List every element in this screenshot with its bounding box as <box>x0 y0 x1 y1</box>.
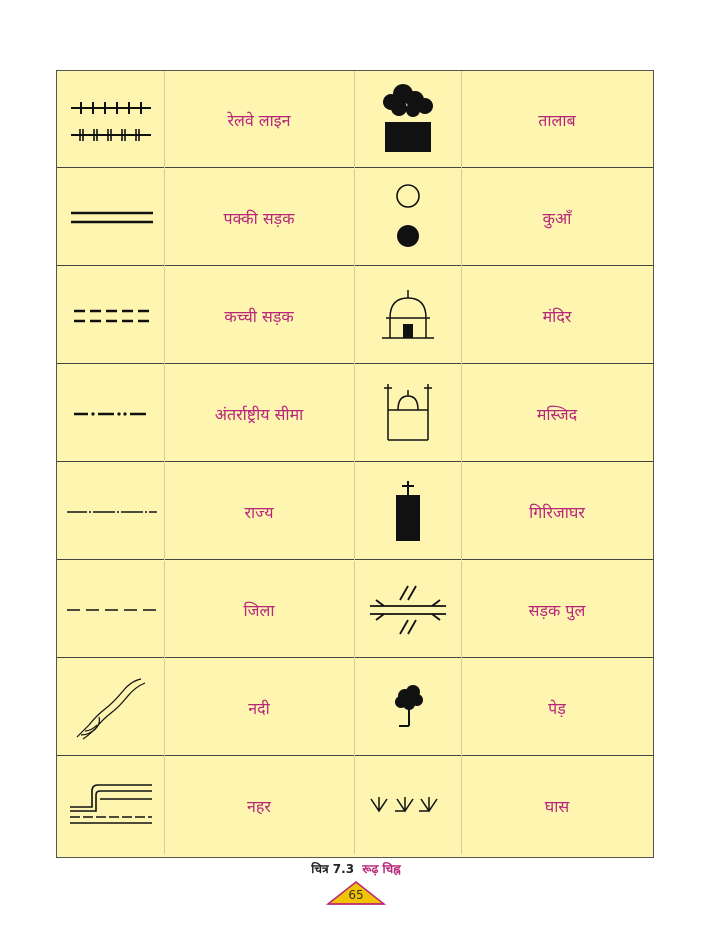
unmetalled-road-icon <box>57 267 165 364</box>
river-icon <box>57 659 165 756</box>
table-row <box>57 71 653 168</box>
international-border-icon <box>57 365 165 462</box>
table-row <box>57 267 653 364</box>
pond-label: तालाब <box>538 110 576 130</box>
road-bridge-label: सड़क पुल <box>528 600 586 620</box>
temple-icon <box>354 267 462 364</box>
metalled-road-icon <box>57 169 165 266</box>
state-border-icon <box>57 463 165 560</box>
figure-title: रूढ़ चिह्न <box>362 862 401 876</box>
figure-caption <box>0 860 712 877</box>
table-row <box>57 365 653 462</box>
mosque-icon <box>354 365 462 462</box>
table-row <box>57 169 653 266</box>
table-row <box>57 463 653 560</box>
table-row <box>57 561 653 658</box>
railway-line-label: रेलवे लाइन <box>227 110 291 130</box>
pond-icon <box>354 71 462 168</box>
mosque-label: मस्जिद <box>536 404 578 424</box>
district-border-label: जिला <box>243 600 275 620</box>
well-label: कुआँ <box>542 208 572 228</box>
temple-label: मंदिर <box>542 306 572 326</box>
grass-icon <box>354 757 462 854</box>
district-border-icon <box>57 561 165 658</box>
tree-label: पेड़ <box>548 698 566 718</box>
unmetalled-road-label: कच्ची सड़क <box>224 306 294 326</box>
international-border-label: अंतर्राष्ट्रीय सीमा <box>214 404 304 424</box>
church-icon <box>354 463 462 560</box>
table-row <box>57 757 653 854</box>
metalled-road-label: पक्की सड़क <box>223 208 295 228</box>
river-label: नदी <box>248 698 270 718</box>
road-bridge-icon <box>354 561 462 658</box>
table-row <box>57 659 653 756</box>
conventional-signs-table <box>56 70 654 858</box>
well-icon <box>354 169 462 266</box>
page-number: 65 <box>348 888 364 902</box>
railway-line-icon <box>57 71 165 168</box>
tree-icon <box>354 659 462 756</box>
canal-label: नहर <box>247 796 271 816</box>
church-label: गिरिजाघर <box>529 502 585 522</box>
canal-icon <box>57 757 165 854</box>
grass-label: घास <box>544 796 570 816</box>
state-border-label: राज्य <box>244 502 274 522</box>
figure-number: चित्र 7.3 <box>311 862 355 876</box>
